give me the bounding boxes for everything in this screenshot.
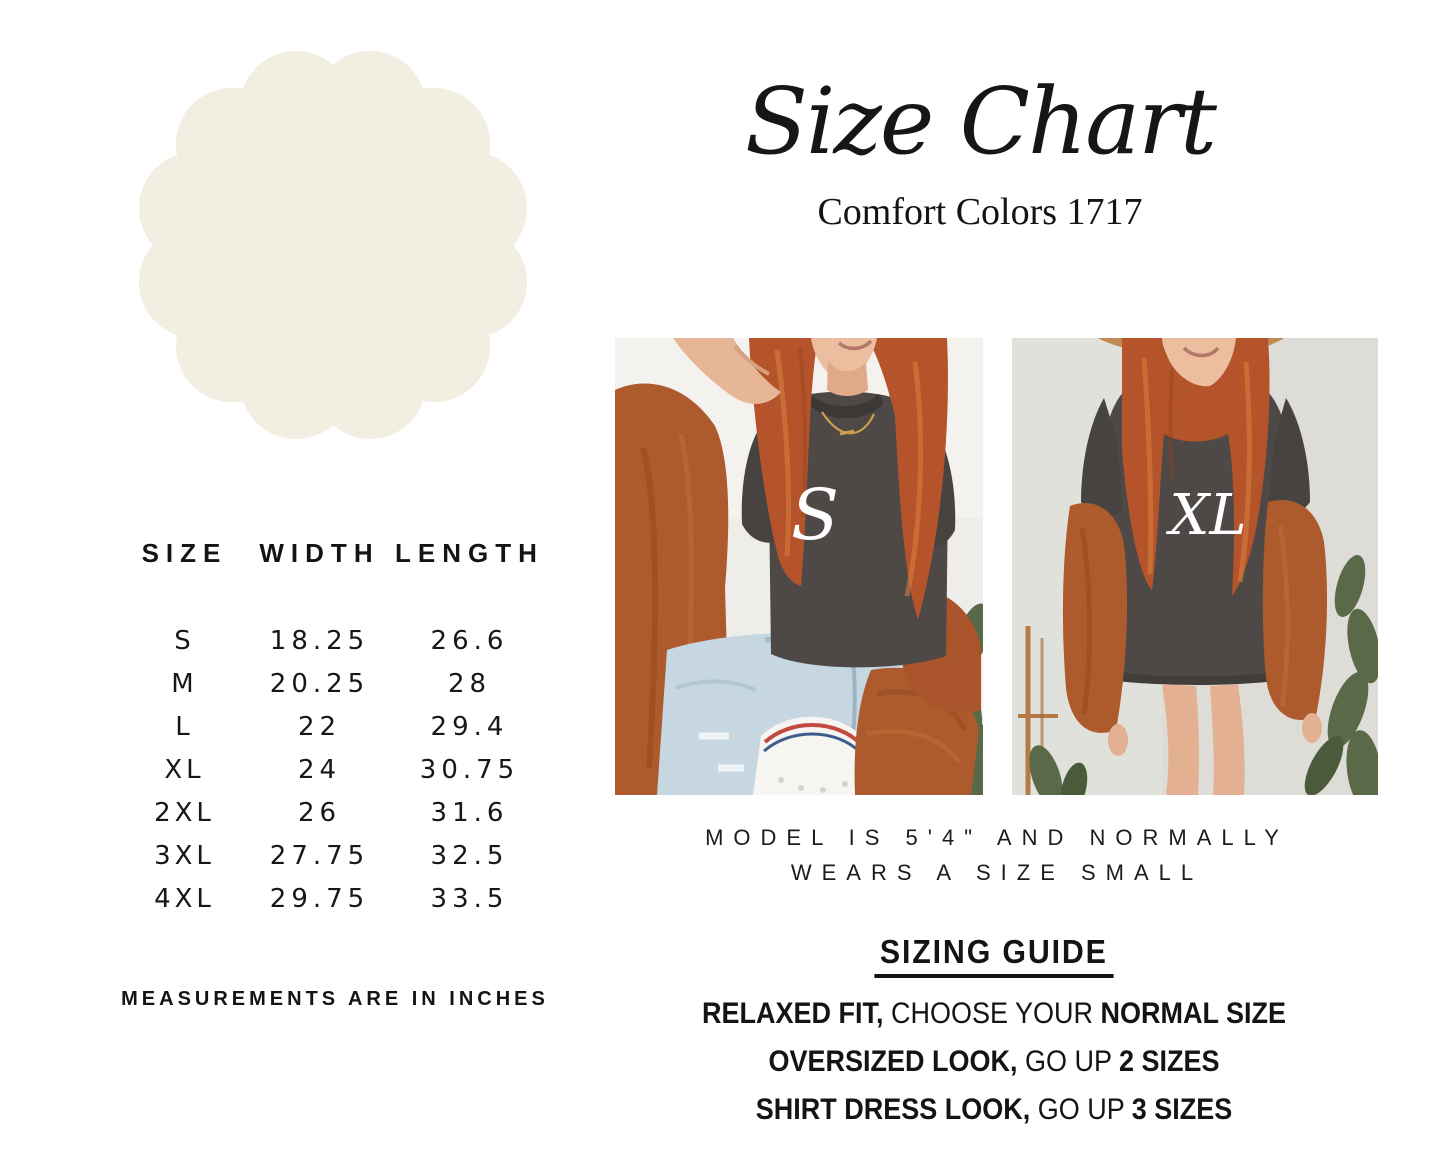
cell-size: 4XL [154,883,215,914]
column-header-width: WIDTH [259,538,380,568]
photo-right-illustration [1012,338,1378,795]
scalloped-flower-shape [133,45,533,445]
cell-width: 22 [297,711,342,742]
guide-regular: CHOOSE YOUR [883,997,1101,1030]
table-row [112,877,557,920]
model-caption-line1: MODEL IS 5'4" AND NORMALLY [705,825,1289,850]
model-caption [612,820,1382,890]
guide-bold: 2 SIZES [1119,1045,1220,1078]
column-header-size: SIZE [141,538,228,568]
cell-size: XL [164,754,205,785]
page-subtitle: Comfort Colors 1717 [817,191,1143,234]
size-table [112,538,557,920]
cell-length: 28 [447,668,492,699]
cell-width: 29.75 [269,883,370,914]
guide-bold: RELAXED FIT, [701,997,884,1030]
table-row [112,662,557,705]
cell-length: 29.4 [430,711,509,742]
photo-model-size-s [615,338,983,795]
sizing-guide-line-shirtdress [679,1086,1309,1134]
cell-length: 30.75 [419,754,520,785]
table-row [112,748,557,791]
table-row [112,705,557,748]
sizing-guide [644,933,1344,1134]
cell-width: 24 [297,754,342,785]
guide-bold: NORMAL SIZE [1100,997,1287,1030]
cell-size: S [174,625,195,656]
cell-size: M [171,668,198,699]
measurements-note: MEASUREMENTS ARE IN INCHES [121,988,549,1010]
cell-length: 32.5 [430,840,509,871]
shirt-size-label-s: S [791,474,839,556]
photo-model-size-xl [1012,338,1378,795]
guide-bold: OVERSIZED LOOK, [768,1045,1018,1078]
cell-length: 31.6 [430,797,509,828]
cell-width: 27.75 [269,840,370,871]
header [670,60,1290,234]
size-table-header [112,538,557,569]
shirt-size-label-xl: XL [1169,482,1247,548]
sizing-guide-line-relaxed [679,990,1309,1038]
cell-length: 26.6 [430,625,509,656]
cell-length: 33.5 [430,883,509,914]
table-row [112,619,557,662]
page-title: Size Chart [744,68,1216,175]
column-header-length: LENGTH [395,538,544,568]
photo-left-illustration [615,338,983,795]
sizing-guide-line-oversized [679,1038,1309,1086]
guide-bold: SHIRT DRESS LOOK, [755,1093,1031,1126]
guide-regular: GO UP [1030,1093,1132,1126]
sizing-guide-heading: SIZING GUIDE [875,933,1114,978]
model-caption-line2: WEARS A SIZE SMALL [790,860,1204,885]
table-row [112,791,557,834]
guide-regular: GO UP [1017,1045,1120,1078]
cell-width: 26 [297,797,342,828]
cell-size: L [175,711,194,742]
cell-width: 18.25 [269,625,370,656]
cell-size: 3XL [154,840,215,871]
white-sneaker [753,717,869,795]
table-row [112,834,557,877]
cell-size: 2XL [154,797,215,828]
cell-width: 20.25 [269,668,370,699]
guide-bold: 3 SIZES [1131,1093,1233,1126]
